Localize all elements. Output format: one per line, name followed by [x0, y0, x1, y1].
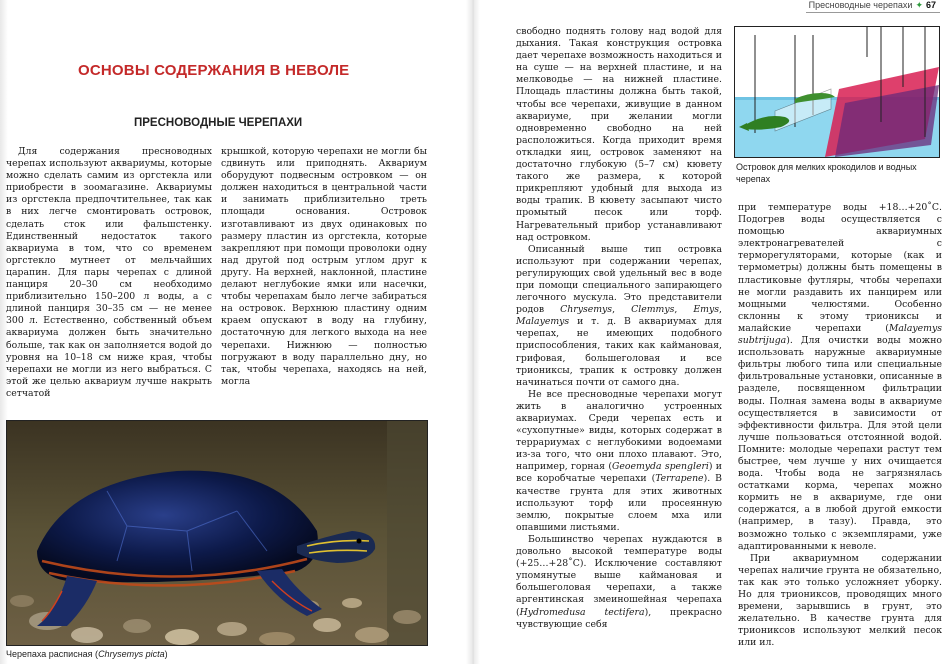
paragraph: крышкой, которую черепахи не могли бы сдвинуть или приподнять. Аквариум оборудуют подвесным островком — он должен находиться в центральной части и занимать приблизительно треть площади основания. Островок изготавливают из двух одинаковых по размеру пластин из оргстекла, которые закрепляют при помощи проволоки одну над другой под острым углом друг к другу. На верхней, наклонной, пластине делают неглубокие ямки или насечки, чтобы черепахам было легче забираться на островок. Верхнюю пластину одним краем опускают в воду на глубину, достаточную для легкого выхода на нее черепахи. Нижнюю — полностью погружают в воду параллельно дну, но так, чтобы черепаха, находясь на ней, могла	[221, 146, 427, 387]
text-column-2	[221, 146, 427, 388]
island-diagram	[734, 26, 940, 158]
paragraph: Не все пресноводные черепахи могут жить в аналогично устроенных аквариумах. Среди черепах есть и «сухопутные» виды, которых содержат в террариумах с неглубокими водоемами из-за того, что они плохо плавают. Это, например, горная (Geoemyda spengleri) и все коробчатые черепахи (Terrapene). В качестве грунта для этих животных используют торф или просеянную землю, покрытые слоем мха или опавшими листьями.	[516, 388, 722, 533]
paragraph: свободно поднять голову над водой для дыхания. Такая конструкция островка дает черепахе возможность находиться и на суше — на верхней пластине, и на мелководье — на нижней пластине. Площадь пластины должна быть такой, чтобы все черепахи, живущие в данном аквариуме, при желании могли одновременно свободно на ней расположиться. Когда приходит время откладки яиц, островок заменяют на достаточно глубокую (5–7 см) кювету такого же размера, к которой прикрепляют удобный для выхода из воды трапик. В кювету засыпают чисто промытый песок или торф. Нагревательный прибор устанавливают над островком.	[516, 26, 722, 243]
paragraph: При аквариумном содержании черепах наличие грунта не обязательно, так как это только усложняет уборку. Но для триониксов, проводящих много времени, зарывшись в грунт, это желательно. В качестве грунта для триониксов используют мелкий песок или ил.	[738, 552, 942, 649]
chapter-title: ОСНОВЫ СОДЕРЖАНИЯ В НЕВОЛЕ	[78, 62, 350, 79]
text-column-4	[738, 202, 942, 649]
paragraph: Большинство черепах нуждаются в довольно высокой температуре воды (+25…+28˚С). Исключение составляют упомянутые выше каймановая и большеголовая черепахи, а также аргентинская змеиношейная черепаха (Hydromedusa tectifera), прекрасно чувствующие себя	[516, 533, 722, 630]
page-number: 67	[925, 0, 936, 10]
diagram-caption: Островок для мелких крокодилов и водных черепах	[736, 162, 917, 184]
text-column-3	[516, 26, 722, 631]
running-header	[809, 0, 936, 11]
section-title: ПРЕСНОВОДНЫЕ ЧЕРЕПАХИ	[134, 117, 303, 129]
photo-caption-species: Chrysemys picta	[98, 649, 165, 659]
turtle-photo	[6, 420, 428, 646]
photo-caption: Черепаха расписная (Chrysemys picta)	[6, 649, 168, 659]
paragraph: Для содержания пресноводных черепах используют аквариумы, которые можно сделать самим из оргстекла или приобрести в зоомагазине. Аквариумы из оргстекла предпочтительнее, так как в них легче смонтировать островок, сделать сток или фальшстенку. Единственный недостаток такого аквариума в том, что со временем оргстекло мутнеет от мельчайших царапин. Для пары черепах с длиной панциря 20–30 см необходимо приблизительно 150–200 л воды, а с длиной панциря 30–35 см — не менее 300 л. Естественно, собственный объем аквариума должен быть значительно больше, так как он заполняется водой до уровня на 10–18 см ниже края, чтобы черепахи не могли из него выбраться. С этой же целью аквариум лучше накрыть сетчатой	[6, 146, 212, 399]
island-diagram-drawing	[735, 27, 939, 157]
header-rule	[806, 12, 940, 13]
paragraph: при температуре воды +18…+20˚С. Подогрев воды осуществляется с помощью аквариумных электронагревателей с терморегуляторами, которые (как и термометры) должны быть помещены в пластиковые футляры, чтобы черепахи не могли раздавить их панцирем или мощными челюстями. Особенно склонны к этому триониксы и малайские черепахи (Malayemys subtrijuga). Для очистки воды можно использовать наружные аквариумные фильтры любого типа или специальные фильтровальные установки, описанные в разделе, посвященном фильтрации воды. Полная замена воды в аквариуме осуществляется в зависимости от эффективности фильтра. Для этой цели лучше пользоваться отстоянной водой. Помните: молодые черепахи растут тем быстрее, чем лучше у них очищается вода. Чтобы вода не загрязнялась остатками корма, черепах можно кормить не в аквариуме, где они содержатся, а в любой другой емкости (например, в тазу). Правда, это возможно только с экземплярами, уже адаптированными к неволе.	[738, 202, 942, 552]
text-column-1	[6, 146, 212, 400]
painted-turtle-image	[7, 421, 427, 645]
running-title: Пресноводные черепахи	[808, 0, 913, 10]
paragraph: Описанный выше тип островка используют при содержании черепах, регулирующих свой удельный вес в воде при помощи специального запирающего легочного мускула. Это представители родов Chrysemys, Clemmys, Emys, Malayemys и т. д. В аквариумах для черепах, не имеющих подобного приспособления, таких как каймановая, грифовая, большеголовая и все триониксы, трапик к островку должен начинаться почти от самого дна.	[516, 243, 722, 388]
header-diamond-icon: ✦	[915, 0, 923, 10]
book-spine	[466, 0, 480, 664]
